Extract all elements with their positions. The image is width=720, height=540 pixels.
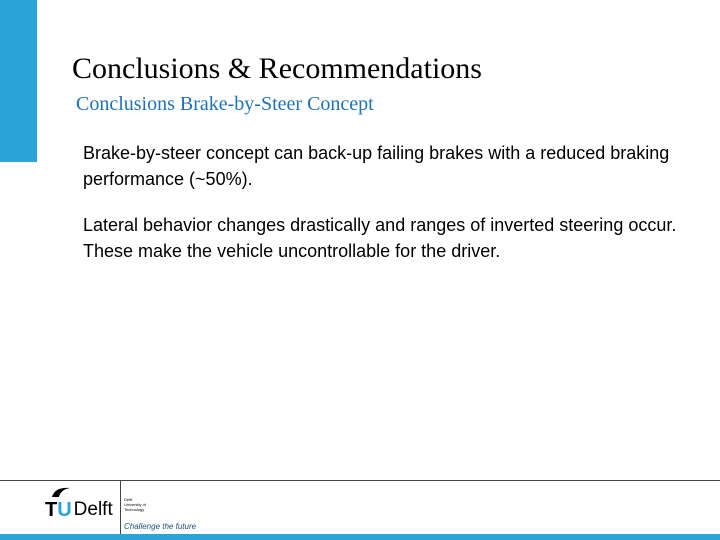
slide-title: Conclusions & Recommendations	[72, 52, 482, 85]
footer-divider	[0, 480, 720, 481]
logo-letter-u: U	[57, 499, 72, 521]
logo-delft-text: Delft	[73, 499, 113, 520]
tu-delft-logo	[45, 486, 113, 520]
footer-vertical-divider	[120, 481, 121, 540]
footer-accent-strip	[0, 534, 720, 540]
bullet-paragraph-2: Lateral behavior changes drastically and ranges of inverted steering occur. These make the vehicle uncontrollable for the driver.	[83, 215, 677, 261]
accent-bar	[0, 0, 37, 162]
slide-subtitle: Conclusions Brake-by-Steer Concept	[76, 93, 374, 115]
logo-letter-t: T	[45, 499, 58, 521]
university-line-3: Technology	[124, 507, 145, 512]
university-line-2: University of	[124, 502, 147, 507]
university-name	[124, 497, 164, 512]
bullet-paragraph-1: Brake-by-steer concept can back-up failing brakes with a reduced braking performance (~50%).	[83, 143, 670, 189]
footer-tagline: Challenge the future	[124, 522, 197, 531]
university-line-1: Delft	[124, 497, 133, 502]
